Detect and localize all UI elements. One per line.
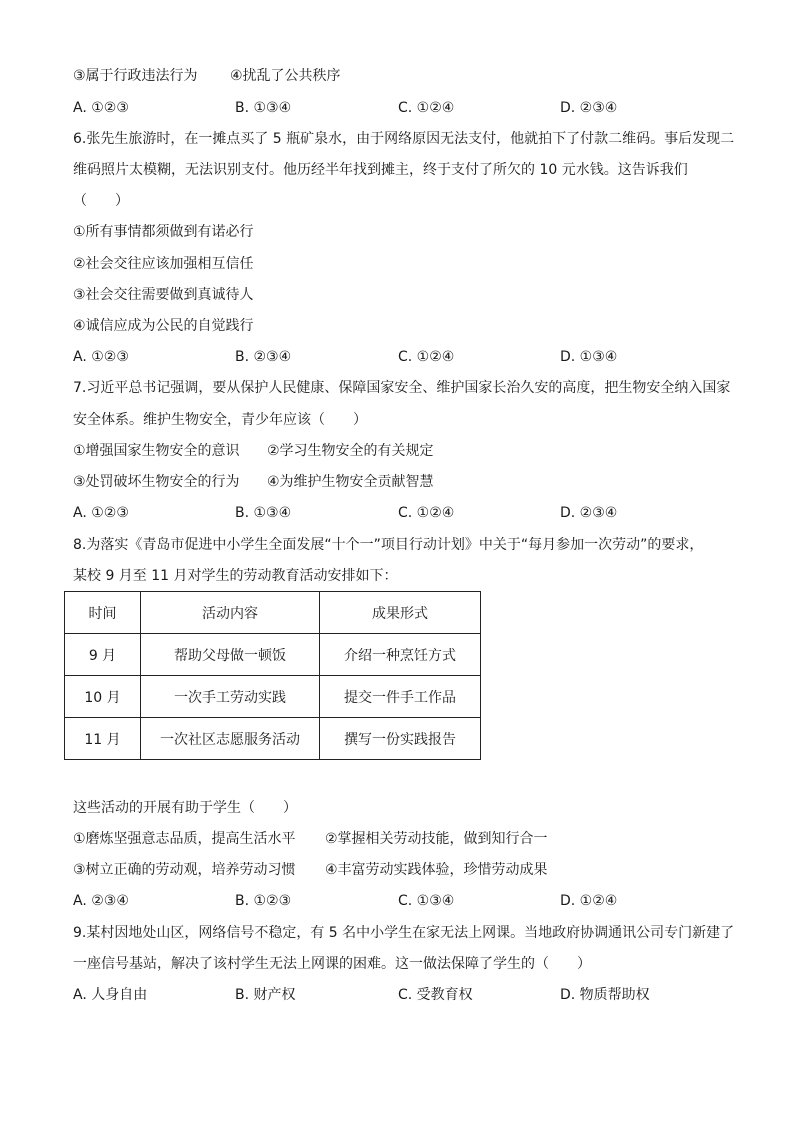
q7-stem-line-2: 安全体系。维护生物安全，青少年应该（ ）: [73, 412, 367, 428]
q8-statement-3: ③树立正确的劳动观，培养劳动习惯: [73, 862, 296, 878]
table-cell: 撰写一份实践报告: [320, 718, 481, 760]
q8-statement-2: ②掌握相关劳动技能，做到知行合一: [325, 831, 548, 847]
q7-statement-2: ②学习生物安全的有关规定: [267, 443, 434, 459]
option-c: C. ①②④: [398, 349, 455, 365]
q6-stem-line-2: 维码照片太模糊，无法识别支付。他历经半年找到摊主，终于支付了所欠的 10 元水钱。这告诉我们: [73, 162, 688, 178]
table-row: [65, 634, 481, 676]
q5-statement-3: ③属于行政违法行为: [73, 68, 198, 84]
option-c: C. ①②④: [398, 505, 455, 521]
option-a: A. ①②③: [73, 505, 129, 521]
q8-question: 这些活动的开展有助于学生（ ）: [73, 800, 297, 816]
table-cell: 9 月: [65, 634, 141, 676]
q6-stem-line-1: 6.张先生旅游时，在一摊点买了 5 瓶矿泉水，由于网络原因无法支付，他就拍下了付款二维码。事后发现二: [73, 131, 735, 147]
option-b: B. ②③④: [235, 349, 292, 365]
option-c: C. ①③④: [398, 893, 455, 909]
q6-options: [73, 348, 713, 366]
option-b: B. ①②③: [235, 893, 292, 909]
table-cell: 11 月: [65, 718, 141, 760]
q9-options: [73, 986, 713, 1004]
q8-stem-line-1: 8.为落实《青岛市促进中小学生全面发展“十个一”项目行动计划》中关于“每月参加一次劳动”的要求，: [73, 537, 704, 553]
option-d: D. ①②④: [560, 893, 618, 909]
option-a: A. ①②③: [73, 349, 129, 365]
option-a: A. ②③④: [73, 893, 129, 909]
option-a: A. 人身自由: [73, 987, 148, 1003]
table-row: [65, 718, 481, 760]
activity-schedule-table: [64, 591, 481, 760]
option-d: D. ①③④: [560, 349, 618, 365]
option-a: A. ①②③: [73, 100, 129, 116]
table-header-row: [65, 592, 481, 634]
q7-statement-3: ③处罚破坏生物安全的行为: [73, 474, 240, 490]
q6-statement-2: ②社会交往应该加强相互信任: [73, 256, 254, 272]
option-c: C. ①②④: [398, 100, 455, 116]
q8-statement-4: ④丰富劳动实践体验，珍惜劳动成果: [325, 862, 548, 878]
table-row: [65, 676, 481, 718]
q9-stem-line-1: 9.某村因地处山区，网络信号不稳定，有 5 名中小学生在家无法上网课。当地政府协调通讯公司专门新建了: [73, 925, 735, 941]
q6-statement-1: ①所有事情都须做到有诺必行: [73, 224, 254, 240]
q7-statement-4: ④为维护生物安全贡献智慧: [267, 474, 434, 490]
q9-stem-line-2: 一座信号基站，解决了该村学生无法上网课的困难。这一做法保障了学生的（ ）: [73, 956, 591, 972]
q8-options: [73, 892, 713, 910]
table-cell: 帮助父母做一顿饭: [141, 634, 320, 676]
q6-statement-4: ④诚信应成为公民的自觉践行: [73, 318, 254, 334]
table-cell: 一次社区志愿服务活动: [141, 718, 320, 760]
option-b: B. ①③④: [235, 100, 292, 116]
q5-options: [73, 99, 713, 117]
q6-statement-3: ③社会交往需要做到真诚待人: [73, 287, 254, 303]
option-c: C. 受教育权: [398, 987, 473, 1003]
q7-options: [73, 504, 713, 522]
table-header-cell: 时间: [65, 592, 141, 634]
option-b: B. 财产权: [235, 987, 296, 1003]
q5-statement-4: ④扰乱了公共秩序: [230, 68, 341, 84]
table-cell: 10 月: [65, 676, 141, 718]
q7-stem-line-1: 7.习近平总书记强调，要从保护人民健康、保障国家安全、维护国家长治久安的高度，把生物安全纳入国家: [73, 380, 731, 396]
table-cell: 介绍一种烹饪方式: [320, 634, 481, 676]
q8-statement-1: ①磨炼坚强意志品质，提高生活水平: [73, 831, 296, 847]
q6-answer-blank: （ ）: [73, 193, 129, 209]
option-b: B. ①③④: [235, 505, 292, 521]
q7-statement-1: ①增强国家生物安全的意识: [73, 443, 240, 459]
option-d: D. ②③④: [560, 505, 618, 521]
option-d: D. 物质帮助权: [560, 987, 650, 1003]
table-cell: 一次手工劳动实践: [141, 676, 320, 718]
option-d: D. ②③④: [560, 100, 618, 116]
table-header-cell: 成果形式: [320, 592, 481, 634]
table-header-cell: 活动内容: [141, 592, 320, 634]
q8-stem-line-2: 某校 9 月至 11 月对学生的劳动教育活动安排如下：: [73, 568, 398, 584]
table-cell: 提交一件手工作品: [320, 676, 481, 718]
